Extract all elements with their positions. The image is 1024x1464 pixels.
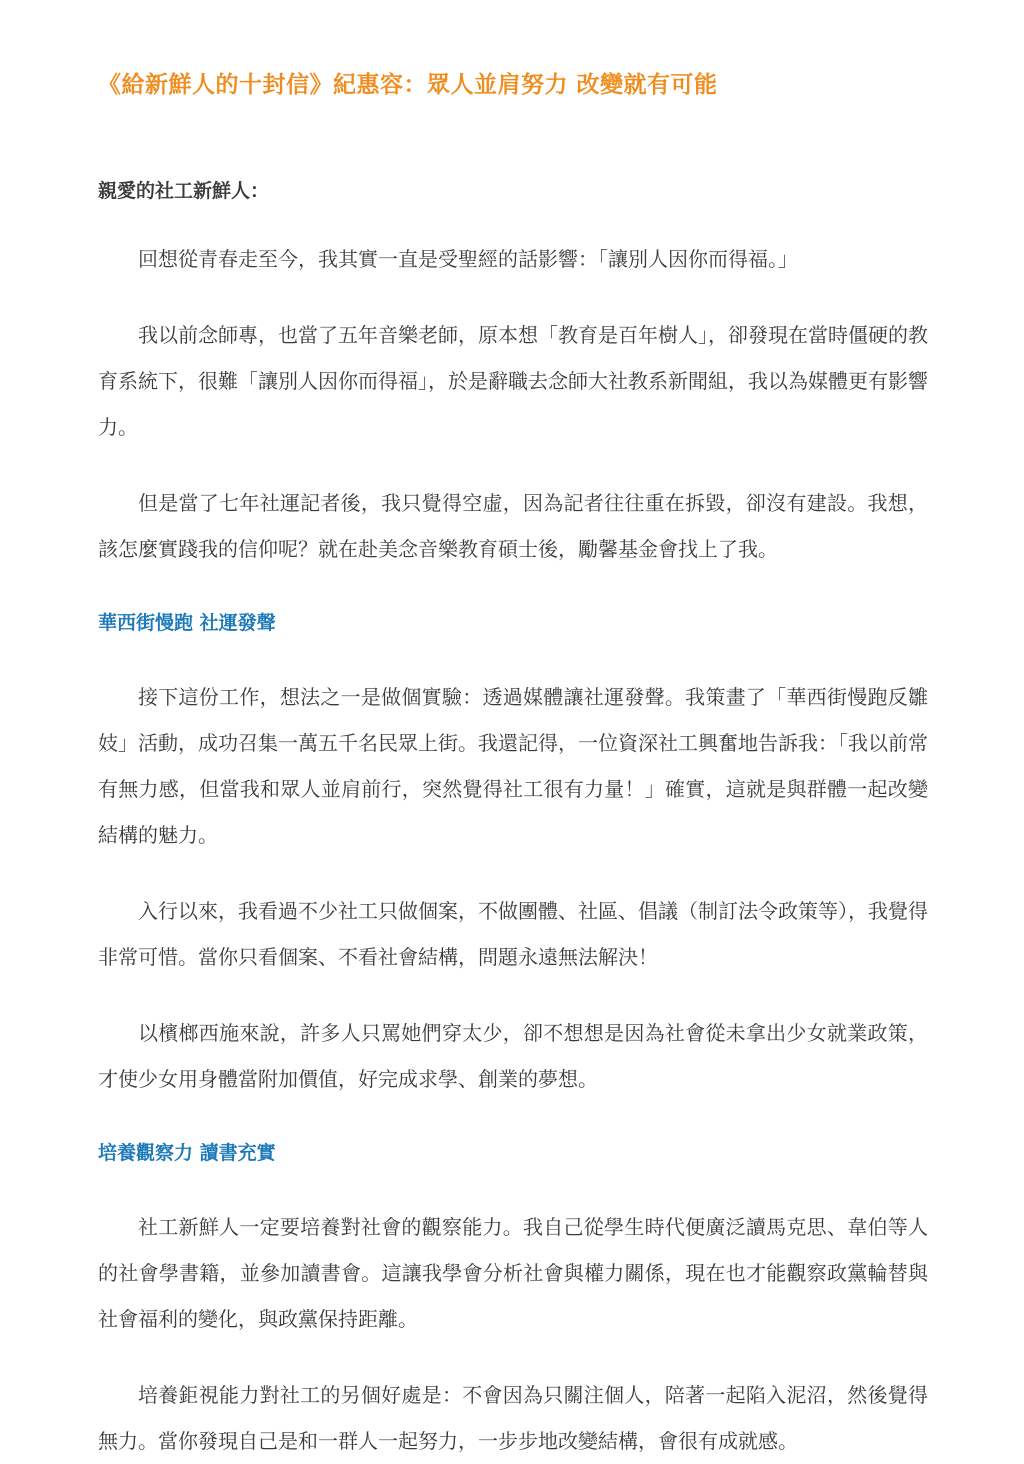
letter-document [98, 64, 928, 1464]
section-heading-1: 華西街慢跑 社運發聲 [98, 612, 276, 634]
section-2-paragraph-2: 培養鉅視能力對社工的另個好處是：不會因為只關注個人，陪著一起陷入泥沼，然後覺得無力。當你發現自己是和一群人一起努力，一步步地改變結構，會很有成就感。 [98, 1383, 928, 1453]
section-1-paragraph-1: 接下這份工作，想法之一是做個實驗：透過媒體讓社運發聲。我策畫了「華西街慢跑反雛妓」活動，成功召集一萬五千名民眾上街。我還記得，一位資深社工興奮地告訴我：「我以前常有無力感，但當我和眾人並肩前行，突然覺得社工很有力量！」確實，這就是與群體一起改變結構的魅力。 [98, 685, 928, 847]
section-1-paragraph-3: 以檳榔西施來說，許多人只罵她們穿太少，卻不想想是因為社會從未拿出少女就業政策，才使少女用身體當附加價值，好完成求學、創業的夢想。 [98, 1021, 928, 1091]
page-title: 《給新鮮人的十封信》紀惠容：眾人並肩努力 改變就有可能 [98, 72, 718, 98]
intro-paragraph-1: 回想從青春走至今，我其實一直是受聖經的話影響：「讓別人因你而得福。」 [138, 247, 798, 271]
section-2-paragraph-1: 社工新鮮人一定要培養對社會的觀察能力。我自己從學生時代便廣泛讀馬克思、韋伯等人的社會學書籍，並參加讀書會。這讓我學會分析社會與權力關係，現在也才能觀察政黨輪替與社會福利的變化，與政黨保持距離。 [98, 1215, 928, 1331]
section-1-paragraph-2: 入行以來，我看過不少社工只做個案，不做團體、社區、倡議（制訂法令政策等），我覺得非常可惜。當你只看個案、不看社會結構，問題永遠無法解決！ [98, 899, 928, 969]
intro-paragraph-2: 我以前念師專，也當了五年音樂老師，原本想「教育是百年樹人」，卻發現在當時僵硬的教育系統下，很難「讓別人因你而得福」，於是辭職去念師大社教系新聞組，我以為媒體更有影響力。 [98, 323, 928, 439]
section-heading-2: 培養觀察力 讀書充實 [98, 1142, 276, 1164]
intro-paragraph-3: 但是當了七年社運記者後，我只覺得空虛，因為記者往往重在拆毀，卻沒有建設。我想，該怎麼實踐我的信仰呢？就在赴美念音樂教育碩士後，勵馨基金會找上了我。 [98, 491, 928, 561]
salutation: 親愛的社工新鮮人： [98, 180, 270, 202]
